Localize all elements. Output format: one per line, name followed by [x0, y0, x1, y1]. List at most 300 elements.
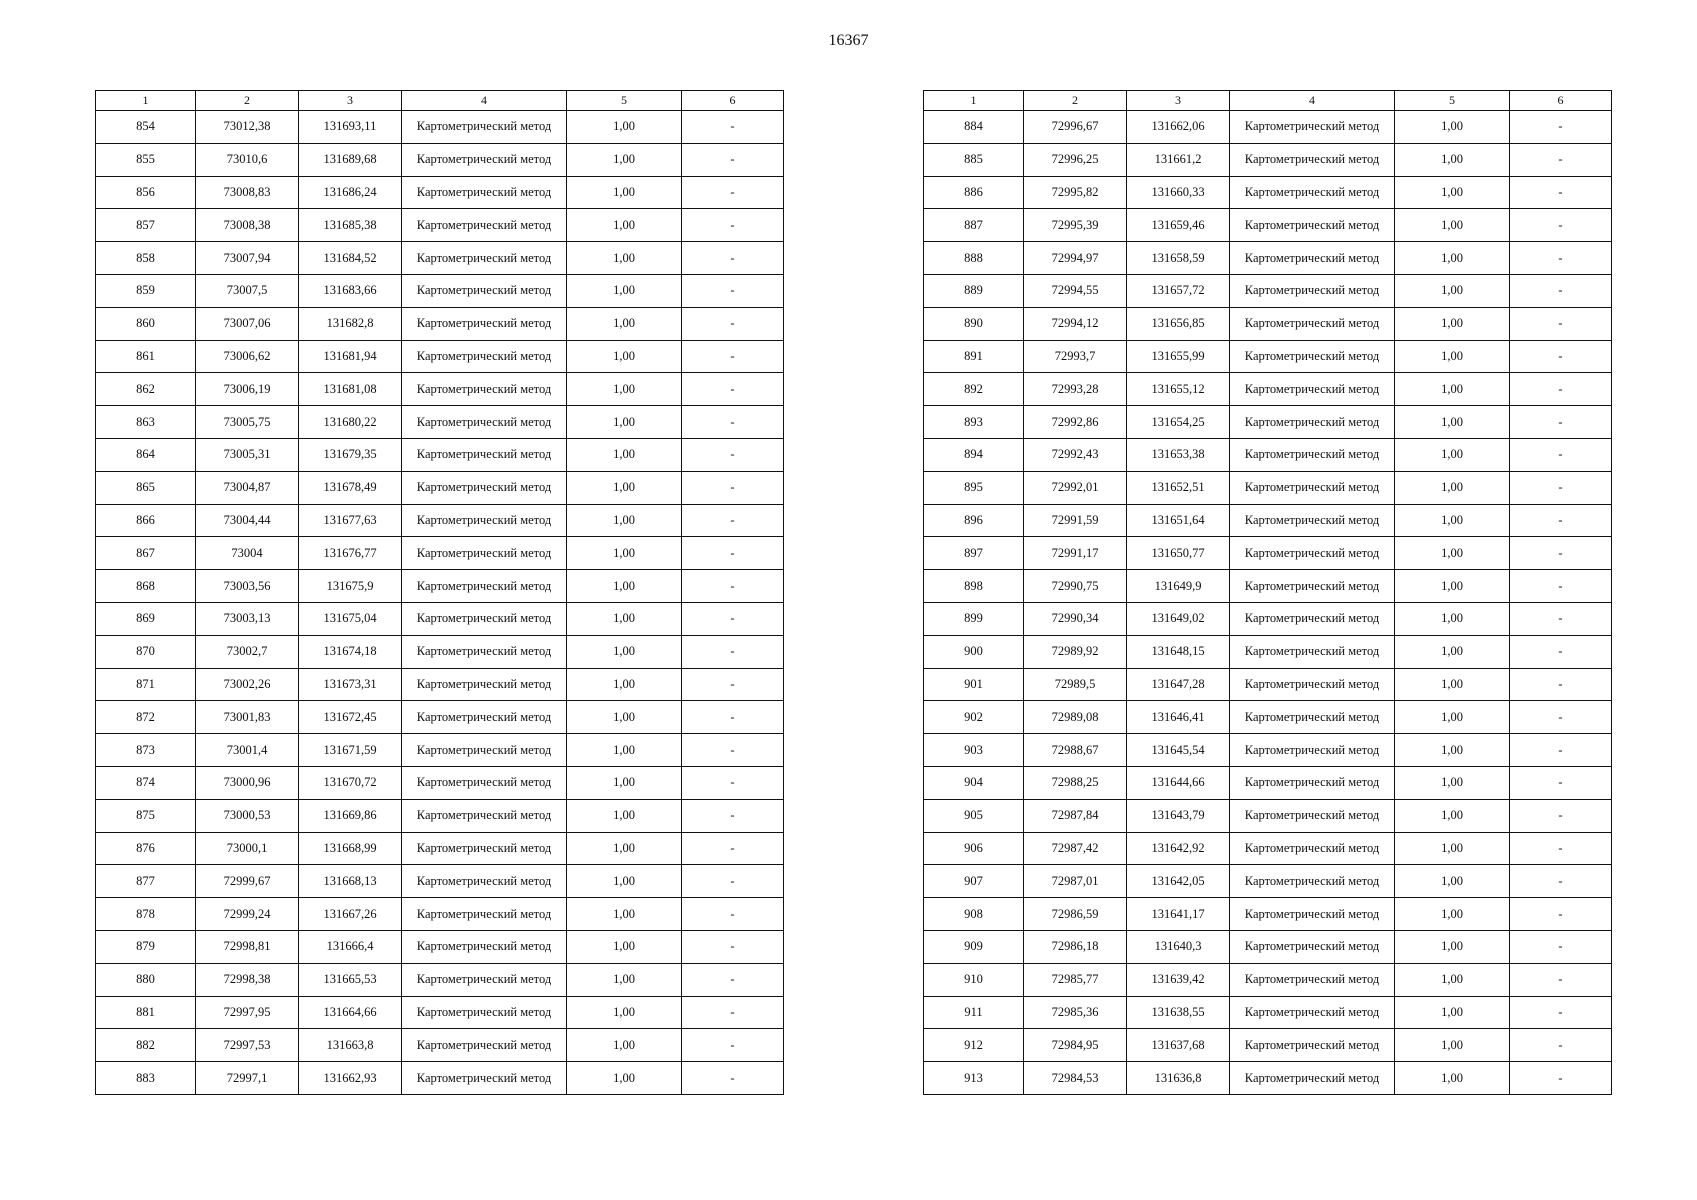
description-cell: -: [1510, 832, 1612, 865]
table-row: [924, 635, 1612, 668]
x-coordinate-cell: 72995,39: [1024, 209, 1127, 242]
method-cell: Картометрический метод: [1230, 668, 1395, 701]
description-cell: -: [1510, 307, 1612, 340]
precision-cell: 1,00: [1395, 766, 1510, 799]
precision-cell: 1,00: [1395, 668, 1510, 701]
x-coordinate-cell: 72989,5: [1024, 668, 1127, 701]
method-cell: Картометрический метод: [402, 373, 567, 406]
point-number-cell: 871: [96, 668, 196, 701]
description-cell: -: [682, 898, 784, 931]
y-coordinate-cell: 131665,53: [299, 963, 402, 996]
point-number-cell: 856: [96, 176, 196, 209]
method-cell: Картометрический метод: [1230, 307, 1395, 340]
method-cell: Картометрический метод: [402, 766, 567, 799]
description-cell: -: [1510, 111, 1612, 144]
x-coordinate-cell: 73000,96: [196, 766, 299, 799]
x-coordinate-cell: 73002,7: [196, 635, 299, 668]
y-coordinate-cell: 131640,3: [1127, 930, 1230, 963]
precision-cell: 1,00: [567, 963, 682, 996]
method-cell: Картометрический метод: [402, 406, 567, 439]
x-coordinate-cell: 73005,31: [196, 438, 299, 471]
description-cell: -: [1510, 635, 1612, 668]
method-cell: Картометрический метод: [1230, 963, 1395, 996]
x-coordinate-cell: 73004,44: [196, 504, 299, 537]
method-cell: Картометрический метод: [1230, 701, 1395, 734]
point-number-cell: 879: [96, 930, 196, 963]
x-coordinate-cell: 72991,59: [1024, 504, 1127, 537]
table-row: [924, 602, 1612, 635]
description-cell: -: [682, 537, 784, 570]
x-coordinate-cell: 72993,28: [1024, 373, 1127, 406]
precision-cell: 1,00: [1395, 832, 1510, 865]
table-row: [924, 537, 1612, 570]
table-row: [924, 274, 1612, 307]
description-cell: -: [1510, 799, 1612, 832]
point-number-cell: 910: [924, 963, 1024, 996]
description-cell: -: [1510, 570, 1612, 603]
table-row: [96, 701, 784, 734]
description-cell: -: [1510, 865, 1612, 898]
y-coordinate-cell: 131680,22: [299, 406, 402, 439]
table-row: [924, 996, 1612, 1029]
method-cell: Картометрический метод: [402, 111, 567, 144]
point-number-cell: 889: [924, 274, 1024, 307]
method-cell: Картометрический метод: [1230, 635, 1395, 668]
description-cell: -: [682, 963, 784, 996]
y-coordinate-cell: 131644,66: [1127, 766, 1230, 799]
y-coordinate-cell: 131679,35: [299, 438, 402, 471]
description-cell: -: [1510, 471, 1612, 504]
y-coordinate-cell: 131646,41: [1127, 701, 1230, 734]
x-coordinate-cell: 72986,18: [1024, 930, 1127, 963]
x-coordinate-cell: 73003,56: [196, 570, 299, 603]
column-header: 2: [1024, 91, 1127, 111]
precision-cell: 1,00: [567, 438, 682, 471]
precision-cell: 1,00: [567, 1029, 682, 1062]
precision-cell: 1,00: [567, 930, 682, 963]
description-cell: -: [1510, 963, 1612, 996]
page-number: 16367: [828, 32, 869, 49]
precision-cell: 1,00: [1395, 504, 1510, 537]
precision-cell: 1,00: [567, 274, 682, 307]
precision-cell: 1,00: [1395, 274, 1510, 307]
column-header: 1: [924, 91, 1024, 111]
method-cell: Картометрический метод: [402, 242, 567, 275]
point-number-cell: 913: [924, 1062, 1024, 1095]
y-coordinate-cell: 131685,38: [299, 209, 402, 242]
point-number-cell: 888: [924, 242, 1024, 275]
x-coordinate-cell: 72990,34: [1024, 602, 1127, 635]
y-coordinate-cell: 131676,77: [299, 537, 402, 570]
precision-cell: 1,00: [1395, 209, 1510, 242]
table-row: [924, 570, 1612, 603]
column-header: 1: [96, 91, 196, 111]
table-row: [96, 570, 784, 603]
point-number-cell: 890: [924, 307, 1024, 340]
x-coordinate-cell: 72995,82: [1024, 176, 1127, 209]
column-header: 2: [196, 91, 299, 111]
x-coordinate-cell: 72993,7: [1024, 340, 1127, 373]
method-cell: Картометрический метод: [1230, 209, 1395, 242]
precision-cell: 1,00: [1395, 1029, 1510, 1062]
x-coordinate-cell: 72990,75: [1024, 570, 1127, 603]
precision-cell: 1,00: [1395, 898, 1510, 931]
x-coordinate-cell: 72987,01: [1024, 865, 1127, 898]
table-row: [924, 143, 1612, 176]
precision-cell: 1,00: [567, 996, 682, 1029]
y-coordinate-cell: 131672,45: [299, 701, 402, 734]
x-coordinate-cell: 72999,24: [196, 898, 299, 931]
table-row: [96, 832, 784, 865]
table-row: [924, 734, 1612, 767]
method-cell: Картометрический метод: [1230, 996, 1395, 1029]
description-cell: -: [682, 799, 784, 832]
table-header: [96, 91, 784, 111]
description-cell: -: [682, 438, 784, 471]
point-number-cell: 905: [924, 799, 1024, 832]
description-cell: -: [682, 668, 784, 701]
y-coordinate-cell: 131671,59: [299, 734, 402, 767]
description-cell: -: [682, 865, 784, 898]
method-cell: Картометрический метод: [1230, 176, 1395, 209]
precision-cell: 1,00: [567, 176, 682, 209]
precision-cell: 1,00: [567, 143, 682, 176]
description-cell: -: [1510, 504, 1612, 537]
point-number-cell: 884: [924, 111, 1024, 144]
x-coordinate-cell: 73007,06: [196, 307, 299, 340]
table-row: [96, 438, 784, 471]
column-header: 3: [299, 91, 402, 111]
description-cell: -: [1510, 340, 1612, 373]
table-row: [96, 898, 784, 931]
precision-cell: 1,00: [567, 373, 682, 406]
method-cell: Картометрический метод: [402, 865, 567, 898]
description-cell: -: [682, 307, 784, 340]
description-cell: -: [1510, 438, 1612, 471]
y-coordinate-cell: 131639,42: [1127, 963, 1230, 996]
method-cell: Картометрический метод: [402, 832, 567, 865]
precision-cell: 1,00: [567, 635, 682, 668]
table-row: [96, 111, 784, 144]
description-cell: -: [682, 1029, 784, 1062]
y-coordinate-cell: 131636,8: [1127, 1062, 1230, 1095]
x-coordinate-cell: 72988,67: [1024, 734, 1127, 767]
x-coordinate-cell: 72992,01: [1024, 471, 1127, 504]
coordinates-table-right: [923, 90, 1612, 1095]
description-cell: -: [682, 832, 784, 865]
precision-cell: 1,00: [567, 307, 682, 340]
precision-cell: 1,00: [1395, 340, 1510, 373]
description-cell: -: [1510, 406, 1612, 439]
description-cell: -: [1510, 701, 1612, 734]
precision-cell: 1,00: [567, 898, 682, 931]
table-row: [96, 274, 784, 307]
method-cell: Картометрический метод: [1230, 406, 1395, 439]
method-cell: Картометрический метод: [402, 504, 567, 537]
method-cell: Картометрический метод: [1230, 340, 1395, 373]
y-coordinate-cell: 131660,33: [1127, 176, 1230, 209]
precision-cell: 1,00: [567, 1062, 682, 1095]
precision-cell: 1,00: [567, 242, 682, 275]
y-coordinate-cell: 131654,25: [1127, 406, 1230, 439]
column-header: 5: [567, 91, 682, 111]
table-row: [96, 143, 784, 176]
y-coordinate-cell: 131675,9: [299, 570, 402, 603]
point-number-cell: 867: [96, 537, 196, 570]
method-cell: Картометрический метод: [1230, 1062, 1395, 1095]
description-cell: -: [682, 471, 784, 504]
table-row: [924, 209, 1612, 242]
method-cell: Картометрический метод: [402, 438, 567, 471]
method-cell: Картометрический метод: [1230, 373, 1395, 406]
precision-cell: 1,00: [567, 832, 682, 865]
precision-cell: 1,00: [1395, 701, 1510, 734]
precision-cell: 1,00: [567, 865, 682, 898]
method-cell: Картометрический метод: [402, 996, 567, 1029]
y-coordinate-cell: 131669,86: [299, 799, 402, 832]
method-cell: Картометрический метод: [1230, 242, 1395, 275]
precision-cell: 1,00: [567, 734, 682, 767]
column-header: 6: [1510, 91, 1612, 111]
precision-cell: 1,00: [567, 406, 682, 439]
column-header: 4: [402, 91, 567, 111]
x-coordinate-cell: 73004: [196, 537, 299, 570]
table-row: [924, 1062, 1612, 1095]
x-coordinate-cell: 72984,53: [1024, 1062, 1127, 1095]
table-row: [924, 471, 1612, 504]
x-coordinate-cell: 73010,6: [196, 143, 299, 176]
method-cell: Картометрический метод: [1230, 930, 1395, 963]
precision-cell: 1,00: [567, 668, 682, 701]
point-number-cell: 880: [96, 963, 196, 996]
method-cell: Картометрический метод: [402, 898, 567, 931]
point-number-cell: 877: [96, 865, 196, 898]
x-coordinate-cell: 73001,83: [196, 701, 299, 734]
table-row: [924, 373, 1612, 406]
precision-cell: 1,00: [1395, 111, 1510, 144]
point-number-cell: 898: [924, 570, 1024, 603]
point-number-cell: 901: [924, 668, 1024, 701]
method-cell: Картометрический метод: [402, 307, 567, 340]
precision-cell: 1,00: [567, 602, 682, 635]
point-number-cell: 860: [96, 307, 196, 340]
method-cell: Картометрический метод: [1230, 143, 1395, 176]
coordinates-table-left: [95, 90, 784, 1095]
precision-cell: 1,00: [567, 537, 682, 570]
precision-cell: 1,00: [1395, 570, 1510, 603]
method-cell: Картометрический метод: [1230, 898, 1395, 931]
precision-cell: 1,00: [1395, 176, 1510, 209]
point-number-cell: 887: [924, 209, 1024, 242]
x-coordinate-cell: 72992,86: [1024, 406, 1127, 439]
precision-cell: 1,00: [1395, 143, 1510, 176]
point-number-cell: 878: [96, 898, 196, 931]
point-number-cell: 857: [96, 209, 196, 242]
description-cell: -: [682, 176, 784, 209]
description-cell: -: [682, 504, 784, 537]
description-cell: -: [1510, 176, 1612, 209]
y-coordinate-cell: 131638,55: [1127, 996, 1230, 1029]
description-cell: -: [682, 766, 784, 799]
description-cell: -: [682, 274, 784, 307]
precision-cell: 1,00: [1395, 602, 1510, 635]
description-cell: -: [1510, 537, 1612, 570]
y-coordinate-cell: 131677,63: [299, 504, 402, 537]
x-coordinate-cell: 72997,95: [196, 996, 299, 1029]
method-cell: Картометрический метод: [402, 930, 567, 963]
x-coordinate-cell: 72987,84: [1024, 799, 1127, 832]
description-cell: -: [1510, 373, 1612, 406]
x-coordinate-cell: 72998,81: [196, 930, 299, 963]
table-row: [924, 701, 1612, 734]
point-number-cell: 863: [96, 406, 196, 439]
y-coordinate-cell: 131689,68: [299, 143, 402, 176]
point-number-cell: 876: [96, 832, 196, 865]
precision-cell: 1,00: [1395, 963, 1510, 996]
point-number-cell: 874: [96, 766, 196, 799]
y-coordinate-cell: 131647,28: [1127, 668, 1230, 701]
y-coordinate-cell: 131642,92: [1127, 832, 1230, 865]
table-row: [924, 307, 1612, 340]
description-cell: -: [682, 996, 784, 1029]
table-row: [924, 504, 1612, 537]
method-cell: Картометрический метод: [402, 1029, 567, 1062]
table-row: [96, 209, 784, 242]
y-coordinate-cell: 131648,15: [1127, 635, 1230, 668]
y-coordinate-cell: 131641,17: [1127, 898, 1230, 931]
precision-cell: 1,00: [567, 471, 682, 504]
description-cell: -: [1510, 1029, 1612, 1062]
point-number-cell: 855: [96, 143, 196, 176]
x-coordinate-cell: 72994,12: [1024, 307, 1127, 340]
method-cell: Картометрический метод: [402, 209, 567, 242]
table-row: [96, 406, 784, 439]
table-row: [96, 635, 784, 668]
y-coordinate-cell: 131693,11: [299, 111, 402, 144]
point-number-cell: 864: [96, 438, 196, 471]
x-coordinate-cell: 73000,53: [196, 799, 299, 832]
x-coordinate-cell: 72992,43: [1024, 438, 1127, 471]
method-cell: Картометрический метод: [402, 570, 567, 603]
table-row: [96, 504, 784, 537]
x-coordinate-cell: 73008,83: [196, 176, 299, 209]
y-coordinate-cell: 131684,52: [299, 242, 402, 275]
x-coordinate-cell: 73012,38: [196, 111, 299, 144]
y-coordinate-cell: 131642,05: [1127, 865, 1230, 898]
method-cell: Картометрический метод: [1230, 865, 1395, 898]
point-number-cell: 893: [924, 406, 1024, 439]
table-row: [924, 898, 1612, 931]
x-coordinate-cell: 73004,87: [196, 471, 299, 504]
x-coordinate-cell: 73007,94: [196, 242, 299, 275]
method-cell: Картометрический метод: [402, 799, 567, 832]
table-row: [924, 111, 1612, 144]
description-cell: -: [682, 340, 784, 373]
point-number-cell: 870: [96, 635, 196, 668]
x-coordinate-cell: 73001,4: [196, 734, 299, 767]
table-body: [96, 111, 784, 1095]
table-row: [96, 242, 784, 275]
method-cell: Картометрический метод: [402, 602, 567, 635]
y-coordinate-cell: 131659,46: [1127, 209, 1230, 242]
x-coordinate-cell: 72999,67: [196, 865, 299, 898]
y-coordinate-cell: 131661,2: [1127, 143, 1230, 176]
table-row: [924, 406, 1612, 439]
precision-cell: 1,00: [1395, 1062, 1510, 1095]
y-coordinate-cell: 131683,66: [299, 274, 402, 307]
y-coordinate-cell: 131681,94: [299, 340, 402, 373]
precision-cell: 1,00: [567, 111, 682, 144]
description-cell: -: [1510, 1062, 1612, 1095]
description-cell: -: [1510, 766, 1612, 799]
x-coordinate-cell: 72994,55: [1024, 274, 1127, 307]
precision-cell: 1,00: [567, 799, 682, 832]
y-coordinate-cell: 131643,79: [1127, 799, 1230, 832]
method-cell: Картометрический метод: [1230, 734, 1395, 767]
table-row: [96, 1029, 784, 1062]
x-coordinate-cell: 73007,5: [196, 274, 299, 307]
method-cell: Картометрический метод: [1230, 766, 1395, 799]
description-cell: -: [682, 373, 784, 406]
point-number-cell: 899: [924, 602, 1024, 635]
x-coordinate-cell: 72997,1: [196, 1062, 299, 1095]
description-cell: -: [682, 734, 784, 767]
description-cell: -: [682, 242, 784, 275]
method-cell: Картометрический метод: [402, 143, 567, 176]
x-coordinate-cell: 73006,19: [196, 373, 299, 406]
method-cell: Картометрический метод: [402, 340, 567, 373]
y-coordinate-cell: 131655,12: [1127, 373, 1230, 406]
y-coordinate-cell: 131663,8: [299, 1029, 402, 1062]
table-row: [96, 996, 784, 1029]
point-number-cell: 886: [924, 176, 1024, 209]
table-row: [96, 766, 784, 799]
method-cell: Картометрический метод: [402, 176, 567, 209]
description-cell: -: [1510, 143, 1612, 176]
precision-cell: 1,00: [1395, 930, 1510, 963]
point-number-cell: 896: [924, 504, 1024, 537]
x-coordinate-cell: 73005,75: [196, 406, 299, 439]
precision-cell: 1,00: [1395, 438, 1510, 471]
point-number-cell: 904: [924, 766, 1024, 799]
x-coordinate-cell: 72985,36: [1024, 996, 1127, 1029]
x-coordinate-cell: 72989,08: [1024, 701, 1127, 734]
precision-cell: 1,00: [1395, 406, 1510, 439]
table-header: [924, 91, 1612, 111]
table-row: [96, 930, 784, 963]
y-coordinate-cell: 131668,13: [299, 865, 402, 898]
table-row: [924, 832, 1612, 865]
x-coordinate-cell: 73008,38: [196, 209, 299, 242]
method-cell: Картометрический метод: [1230, 438, 1395, 471]
x-coordinate-cell: 72985,77: [1024, 963, 1127, 996]
point-number-cell: 885: [924, 143, 1024, 176]
point-number-cell: 895: [924, 471, 1024, 504]
y-coordinate-cell: 131649,9: [1127, 570, 1230, 603]
y-coordinate-cell: 131686,24: [299, 176, 402, 209]
precision-cell: 1,00: [567, 766, 682, 799]
table-row: [924, 930, 1612, 963]
table-row: [96, 963, 784, 996]
table-row: [96, 668, 784, 701]
x-coordinate-cell: 72989,92: [1024, 635, 1127, 668]
table-row: [924, 1029, 1612, 1062]
point-number-cell: 903: [924, 734, 1024, 767]
method-cell: Картометрический метод: [402, 963, 567, 996]
table-row: [96, 373, 784, 406]
y-coordinate-cell: 131656,85: [1127, 307, 1230, 340]
precision-cell: 1,00: [1395, 734, 1510, 767]
